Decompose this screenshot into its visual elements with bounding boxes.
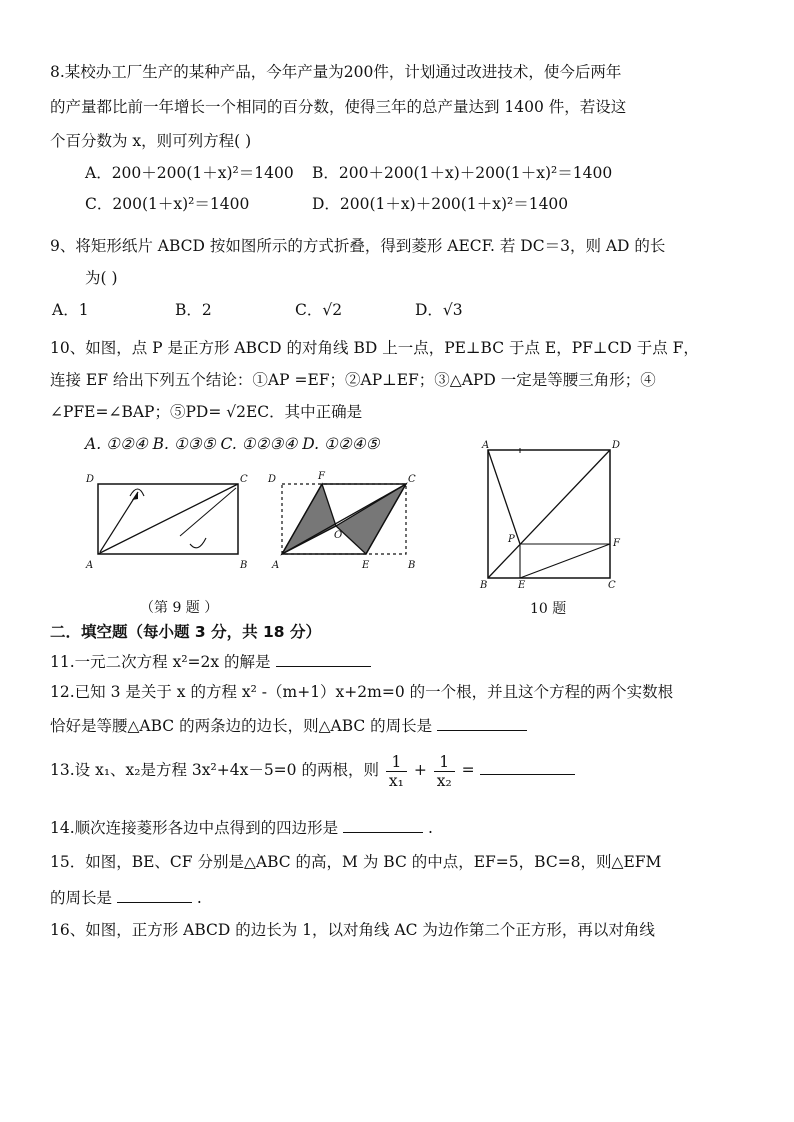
fig1-label-a: A [86,560,94,571]
fig3-label-d: D [612,440,621,451]
q10-line-3: ∠PFE=∠BAP；⑤PD= √2EC．其中正确是 [50,403,363,421]
q14-end: . [428,819,433,837]
q13-text: 13.设 x₁、x₂是方程 3x²+4x－5=0 的两根，则 [50,761,379,779]
fig2-label-o: O [334,530,343,541]
fig2-label-c: C [408,474,416,485]
fig2-label-d: D [268,474,277,485]
fig3-label-f: F [613,538,620,549]
q13-frac1-num: 1 [386,753,407,772]
q8-option-c: C．200(1＋x)²＝1400 [85,195,250,213]
q12-text: 恰好是等腰△ABC 的两条边的边长，则△ABC 的周长是 [50,717,433,735]
fig3-label-b: B [480,580,488,590]
q11 [50,650,371,672]
q8-line-2: 的产量都比前一年增长一个相同的百分数，使得三年的总产量达到 1400 件，若设这 [50,98,627,116]
q13-frac2-num: 1 [434,753,455,772]
q12-line-1: 12.已知 3 是关于 x 的方程 x² -（m+1）x+2m=0 的一个根，并且这个方程的两个实数根 [50,683,674,701]
q8-option-d: D．200(1＋x)＋200(1＋x)²＝1400 [312,195,569,213]
section-2-title: 二．填空题（每小题 3 分，共 18 分） [50,623,321,641]
q9-option-a: A．1 [52,301,89,319]
q13-frac2-den: x₂ [436,771,452,790]
figure-10-square [478,440,628,594]
q11-text: 11.一元二次方程 x²=2x 的解是 [50,653,271,671]
fig2-label-e: E [362,560,370,571]
q13-plus: + [413,761,427,779]
fig1-label-c: C [240,474,248,485]
fig3-label-c: C [608,580,616,590]
q12-answer-blank[interactable] [437,714,527,731]
q13-answer-blank[interactable] [480,758,575,775]
fig3-label-e: E [518,580,526,590]
fig1-label-b: B [240,560,248,571]
q14 [50,816,433,838]
q15-line-2 [50,886,202,908]
figure-9-rectangle [80,466,250,580]
q10-line-1: 10、如图，点 P 是正方形 ABCD 的对角线 BD 上一点，PE⊥BC 于点 E，PF⊥CD 于点 F， [50,339,699,357]
q13-fraction-2 [434,753,455,790]
q11-answer-blank[interactable] [276,650,371,667]
q9-line-2: 为( ) [85,269,118,287]
q10-line-2: 连接 EF 给出下列五个结论：①AP =EF；②AP⊥EF；③△APD 一定是等腰三角形；④ [50,371,656,389]
q8-option-a: A．200＋200(1＋x)²＝1400 [85,164,294,182]
q16-line-1: 16、如图，正方形 ABCD 的边长为 1，以对角线 AC 为边作第二个正方形，再以对角线 [50,921,655,939]
q15-line-1: 15．如图，BE、CF 分别是△ABC 的高，M 为 BC 的中点，EF=5，BC=8，则△EFM [50,853,662,871]
q15-end: . [196,889,202,907]
q14-answer-blank[interactable] [343,816,423,833]
q8-line-1: 8.某校办工厂生产的某种产品，今年产量为200件，计划通过改进技术，使今后两年 [50,63,622,81]
figure-9-rhombus [260,466,430,580]
q12-line-2 [50,714,527,736]
q9-option-c: C．√2 [295,301,343,319]
q10-options: A. ①②④ B. ①③⑤ C. ①②③④ D. ①②④⑤ [85,435,380,453]
q8-option-b: B．200＋200(1＋x)＋200(1＋x)²＝1400 [312,164,613,182]
q13-fraction-1 [386,753,407,790]
q13 [50,752,575,790]
q8-line-3: 个百分数为 x，则可列方程( ) [50,132,252,150]
q9-line-1: 9、将矩形纸片 ABCD 按如图所示的方式折叠，得到菱形 AECF. 若 DC＝3，则 AD 的长 [50,237,666,255]
q13-frac1-den: x₁ [388,771,404,790]
q15-answer-blank[interactable] [117,886,192,903]
q9-option-d: D．√3 [415,301,463,319]
q13-equals: = [461,761,475,779]
figure-9-caption: （第 9 题 ） [140,600,219,616]
fig2-label-a: A [272,560,280,571]
q9-option-b: B．2 [175,301,212,319]
fig3-label-p: P [508,534,515,545]
fig2-label-f: F [318,471,325,482]
figure-10-caption: 10 题 [530,601,567,617]
q14-text: 14.顺次连接菱形各边中点得到的四边形是 [50,819,339,837]
q15-text: 的周长是 [50,889,113,907]
fig3-label-a: A [482,440,490,451]
fig2-label-b: B [408,560,416,571]
fig1-label-d: D [86,474,95,485]
